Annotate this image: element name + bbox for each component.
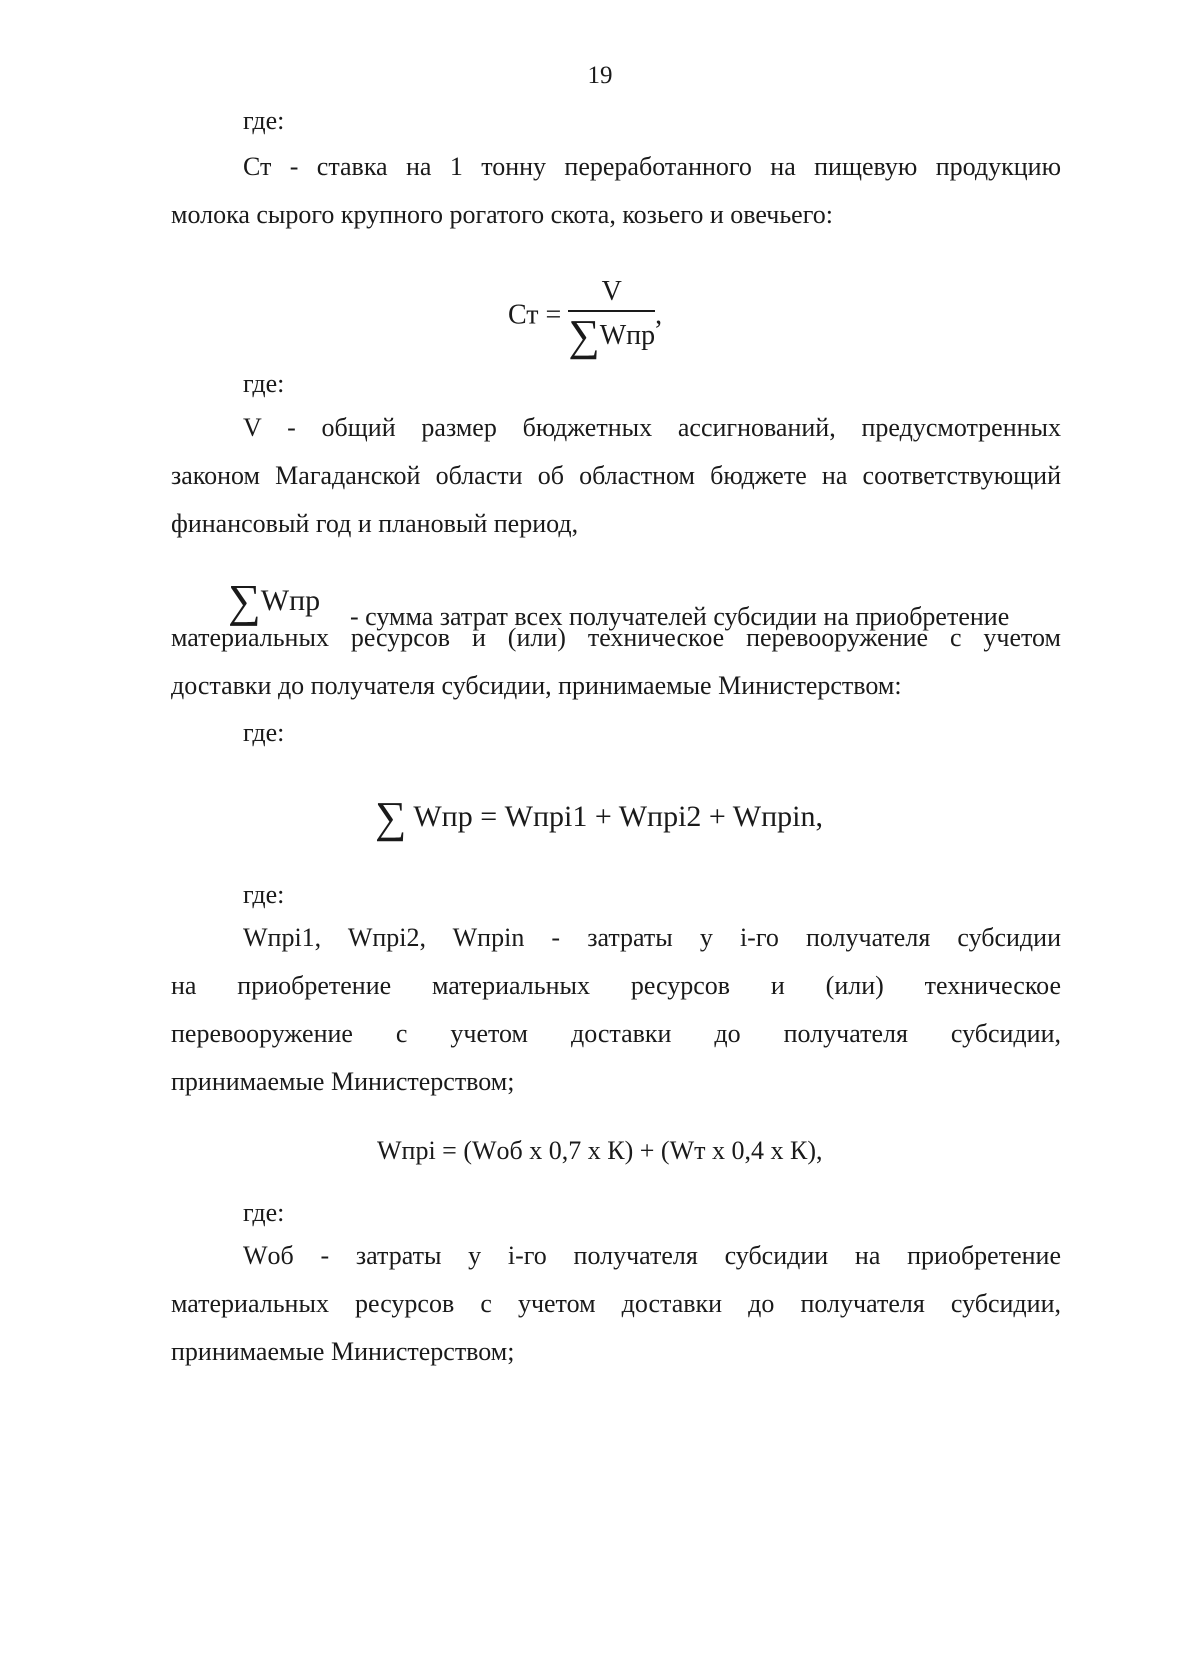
paragraph-wob-line-2: материальных ресурсов с учетом доставки до получателя субсидии,	[171, 1289, 1061, 1318]
formula-ct-denominator	[568, 312, 655, 358]
paragraph-v	[171, 404, 1061, 548]
formula-wpri: Wпрi = (Wоб х 0,7 х К) + (Wт х 0,4 х К),	[377, 1136, 823, 1165]
paragraph-v-line-2: законом Магаданской области об областном бюджете на соответствующий	[171, 461, 1061, 490]
paragraph-ct-line-1: Ст - ставка на 1 тонну переработанного на пищевую продукцию	[243, 152, 1061, 181]
paragraph-v-line-1: V - общий размер бюджетных ассигнований, предусмотренных	[243, 413, 1061, 442]
paragraph-sum-line-1: - сумма затрат всех получателей субсидии на приобретение	[350, 602, 1010, 631]
where-label-4: где:	[243, 880, 285, 909]
formula-ct	[508, 276, 662, 358]
paragraph-wob	[171, 1232, 1061, 1376]
paragraph-v-line-3: финансовый год и плановый период,	[171, 509, 579, 538]
paragraph-sum	[171, 614, 1061, 710]
formula-ct-numerator: V	[568, 276, 655, 312]
paragraph-sum-line-3: доставки до получателя субсидии, принимаемые Министерством:	[171, 671, 902, 700]
formula-ct-denominator-text: Wпр	[599, 320, 656, 351]
paragraph-sum-line-2: материальных ресурсов и (или) техническое перевооружение с учетом	[171, 623, 1061, 652]
sigma-symbol: ∑	[228, 575, 261, 626]
page-number: 19	[587, 62, 613, 89]
sum-term-label: Wпр	[260, 584, 321, 617]
paragraph-wpri-line-2: на приобретение материальных ресурсов и (или) техническое	[171, 971, 1061, 1000]
formula-ct-tail: ,	[655, 299, 663, 331]
paragraph-wob-line-1: Wоб - затраты у i-го получателя субсидии на приобретение	[243, 1241, 1061, 1270]
where-label-2: где:	[243, 369, 285, 398]
formula-sum	[375, 793, 824, 842]
formula-ct-lhs: Ст =	[508, 299, 562, 331]
paragraph-wpri	[171, 914, 1061, 1106]
where-label-5: где:	[243, 1198, 285, 1227]
formula-sum-text: Wпр = Wпрi1 + Wпрi2 + Wпрin,	[413, 800, 824, 833]
paragraph-wpri-line-1: Wпрi1, Wпрi2, Wпрin - затраты у i-го получателя субсидии	[243, 923, 1061, 952]
sigma-symbol: ∑	[375, 793, 407, 842]
paragraph-ct	[171, 143, 1061, 239]
paragraph-wpri-line-4: принимаемые Министерством;	[171, 1067, 515, 1096]
where-label-3: где:	[243, 718, 285, 747]
paragraph-wob-line-3: принимаемые Министерством;	[171, 1337, 515, 1366]
where-label-1: где:	[243, 106, 285, 135]
formula-ct-fraction	[568, 276, 655, 358]
paragraph-wpri-line-3: перевооружение с учетом доставки до получателя субсидии,	[171, 1019, 1061, 1048]
paragraph-ct-line-2: молока сырого крупного рогатого скота, козьего и овечьего:	[171, 200, 833, 229]
sigma-symbol: ∑	[568, 311, 600, 360]
